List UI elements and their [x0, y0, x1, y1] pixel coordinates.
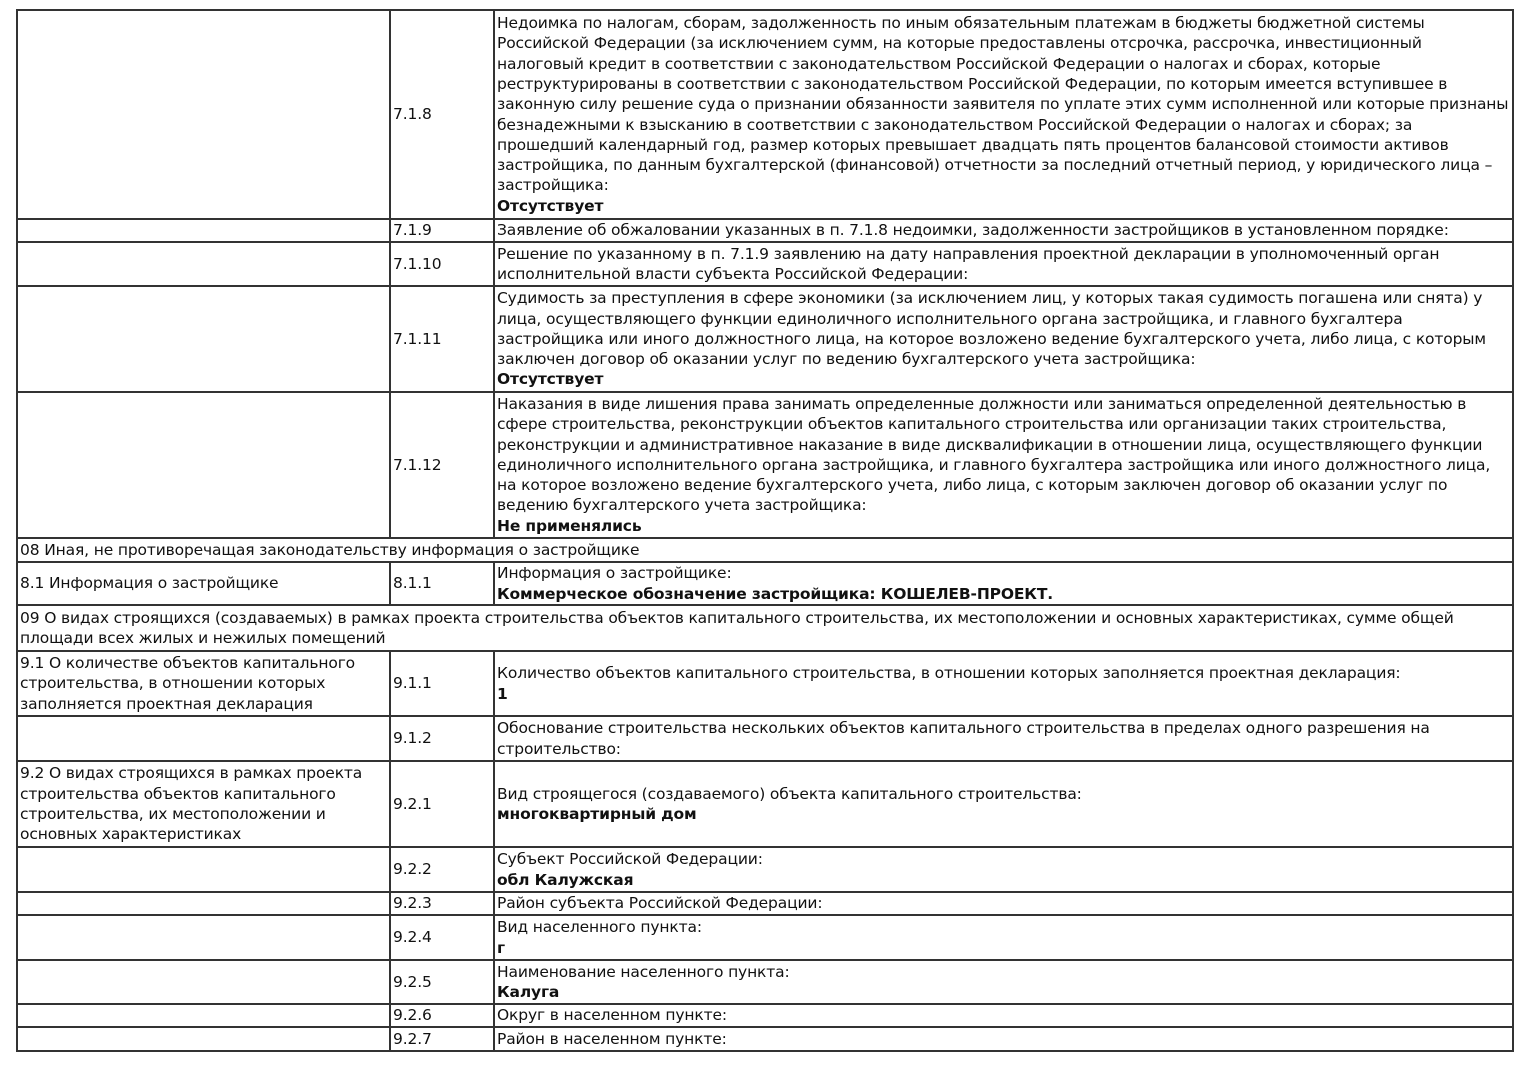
item-label: Заявление об обжаловании указанных в п. 7.1.8 недоимки, задолженности застройщиков в установленном порядке:	[497, 221, 1449, 240]
table-row	[17, 562, 1513, 605]
declaration-table-body	[17, 10, 1513, 1051]
item-content-cell	[494, 651, 1513, 716]
item-label: Количество объектов капитального строительства, в отношении которых заполняется проектная декларация:	[497, 664, 1401, 683]
item-code-cell: 9.1.1	[390, 651, 494, 716]
table-row	[17, 219, 1513, 242]
item-content-cell	[494, 562, 1513, 605]
item-code-cell: 7.1.8	[390, 10, 494, 219]
section-cell	[17, 915, 390, 960]
item-label: Наказания в виде лишения права занимать определенные должности или заниматься определенной деятельностью в сфере строительства, реконструкции объектов капитального строительства или организации таких строительства, реконструкции и административное наказание в виде дисквалификации в отношении лица, осуществляющего функции единоличного исполнительного органа застройщика, и главного бухгалтера застройщика или иного должностного лица, на которое возложено ведение бухгалтерского учета, либо лица, с которым заключен договор об оказании услуг по ведению бухгалтерского учета застройщика:	[497, 394, 1491, 515]
section-cell	[17, 1027, 390, 1051]
section-cell	[17, 847, 390, 892]
table-row	[17, 761, 1513, 847]
table-row	[17, 847, 1513, 892]
item-content-cell	[494, 960, 1513, 1004]
table-row	[17, 1004, 1513, 1027]
table-row	[17, 242, 1513, 286]
table-row	[17, 10, 1513, 219]
item-value: Отсутствует	[497, 370, 604, 389]
item-content-cell	[494, 10, 1513, 219]
item-code-cell: 7.1.12	[390, 392, 494, 538]
item-code-cell: 8.1.1	[390, 562, 494, 605]
section-cell	[17, 1004, 390, 1027]
table-row	[17, 392, 1513, 538]
section-header-cell: 08 Иная, не противоречащая законодательству информация о застройщике	[17, 538, 1513, 562]
item-content-cell	[494, 892, 1513, 915]
section-cell: 8.1 Информация о застройщике	[17, 562, 390, 605]
item-code-cell: 9.2.3	[390, 892, 494, 915]
item-value: Коммерческое обозначение застройщика: КОШЕЛЕВ-ПРОЕКТ.	[497, 584, 1053, 603]
item-content-cell	[494, 242, 1513, 286]
item-value: Отсутствует	[497, 196, 604, 215]
table-row	[17, 651, 1513, 716]
item-content-cell	[494, 761, 1513, 847]
section-cell	[17, 716, 390, 761]
item-label: Обоснование строительства нескольких объектов капитального строительства в пределах одного разрешения на строительство:	[497, 719, 1430, 758]
item-code-cell: 9.2.5	[390, 960, 494, 1004]
table-row	[17, 716, 1513, 761]
table-row	[17, 286, 1513, 392]
item-value: обл Калужская	[497, 870, 634, 889]
item-label: Недоимка по налогам, сборам, задолженность по иным обязательным платежам в бюджеты бюджетной системы Российской Федерации (за исключением сумм, на которые предоставлены отсрочка, рассрочка, инвестиционный налоговый кредит в соответствии с законодательством Российской Федерации о налогах и сборах, которые реструктурированы в соответствии с законодательством Российской Федерации, по которым имеется вступившее в законную силу решение суда о признании обязанности заявителя по уплате этих сумм исполненной или которые признаны безнадежными к взысканию в соответствии с законодательством Российской Федерации о налогах и сборах; за прошедший календарный год, размер которых превышает двадцать пять процентов балансовой стоимости активов застройщика, по данным бухгалтерской (финансовой) отчетности за последний отчетный период, у юридического лица – застройщика:	[497, 14, 1509, 195]
table-row	[17, 960, 1513, 1004]
item-label: Решение по указанному в п. 7.1.9 заявлению на дату направления проектной декларации в уполномоченный орган исполнительной власти субъекта Российской Федерации:	[497, 244, 1440, 283]
item-label: Район субъекта Российской Федерации:	[497, 894, 823, 913]
section-cell	[17, 286, 390, 392]
section-cell	[17, 892, 390, 915]
section-cell	[17, 10, 390, 219]
item-value: 1	[497, 684, 508, 703]
item-label: Вид строящегося (создаваемого) объекта капитального строительства:	[497, 784, 1082, 803]
table-row	[17, 915, 1513, 960]
item-content-cell	[494, 219, 1513, 242]
item-value: Калуга	[497, 983, 560, 1001]
item-label: Субъект Российской Федерации:	[497, 850, 763, 869]
item-code-cell: 9.2.7	[390, 1027, 494, 1051]
item-code-cell: 7.1.10	[390, 242, 494, 286]
section-cell: 9.1 О количестве объектов капитального строительства, в отношении которых заполняется проектная декларация	[17, 651, 390, 716]
item-code-cell: 7.1.9	[390, 219, 494, 242]
item-content-cell	[494, 847, 1513, 892]
item-label: Округ в населенном пункте:	[497, 1006, 727, 1025]
table-row	[17, 892, 1513, 915]
item-code-cell: 9.2.4	[390, 915, 494, 960]
section-cell: 9.2 О видах строящихся в рамках проекта строительства объектов капитального строительства, их местоположении и основных характеристиках	[17, 761, 390, 847]
item-value: Не применялись	[497, 516, 642, 535]
item-content-cell	[494, 915, 1513, 960]
table-row	[17, 1027, 1513, 1051]
item-value: г	[497, 938, 505, 957]
section-header-row	[17, 538, 1513, 562]
section-cell	[17, 960, 390, 1004]
item-code-cell: 9.1.2	[390, 716, 494, 761]
item-label: Судимость за преступления в сфере экономики (за исключением лиц, у которых такая судимость погашена или снята) у лица, осуществляющего функции единоличного исполнительного органа застройщика, и главного бухгалтера застройщика или иного должностного лица, на которое возложено ведение бухгалтерского учета, либо лица, с которым заключен договор об оказании услуг по ведению бухгалтерского учета застройщика:	[497, 289, 1486, 369]
item-code-cell: 7.1.11	[390, 286, 494, 392]
declaration-table	[16, 9, 1514, 1052]
item-label: Информация о застройщике:	[497, 564, 732, 583]
section-header-cell: 09 О видах строящихся (создаваемых) в рамках проекта строительства объектов капитального строительства, их местоположении и основных характеристиках, сумме общей площади всех жилых и нежилых помещений	[17, 605, 1513, 651]
item-content-cell	[494, 716, 1513, 761]
item-label: Район в населенном пункте:	[497, 1029, 727, 1048]
item-content-cell	[494, 1027, 1513, 1051]
item-label: Вид населенного пункта:	[497, 918, 702, 937]
item-content-cell	[494, 286, 1513, 392]
item-content-cell	[494, 1004, 1513, 1027]
item-label: Наименование населенного пункта:	[497, 962, 790, 981]
item-code-cell: 9.2.1	[390, 761, 494, 847]
section-cell	[17, 219, 390, 242]
item-code-cell: 9.2.6	[390, 1004, 494, 1027]
item-content-cell	[494, 392, 1513, 538]
item-code-cell: 9.2.2	[390, 847, 494, 892]
section-cell	[17, 392, 390, 538]
section-cell	[17, 242, 390, 286]
item-value: многоквартирный дом	[497, 805, 697, 823]
section-header-row	[17, 605, 1513, 651]
